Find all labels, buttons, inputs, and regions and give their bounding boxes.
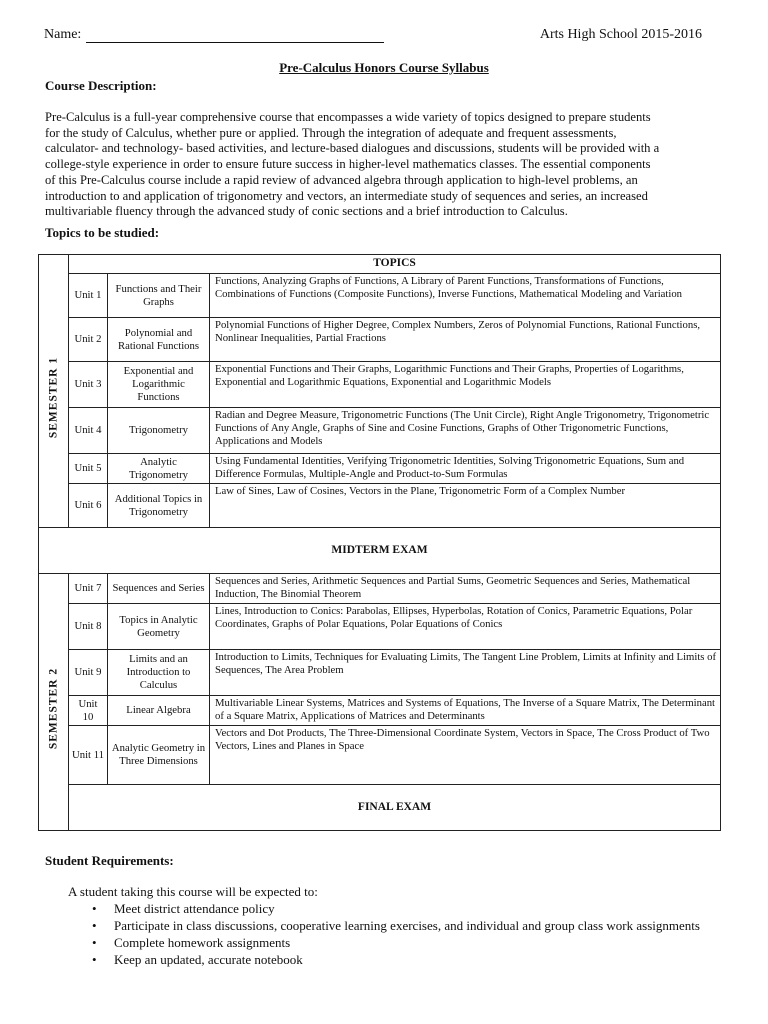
student-requirements-heading: Student Requirements: xyxy=(45,853,174,868)
bullet-icon: • xyxy=(92,952,97,967)
unit-cell: Unit 8 xyxy=(69,604,108,650)
name-blank-line xyxy=(86,42,384,43)
table-row xyxy=(39,454,721,484)
description-line: multivariable fluency through the advanced study of conic sections and a brief introduction to Calculus. xyxy=(45,204,568,219)
table-row xyxy=(39,650,721,696)
unit-cell: Unit 3 xyxy=(69,362,108,408)
content-cell: Vectors and Dot Products, The Three-Dimensional Coordinate System, Vectors in Space, The Cross Product of Two Vectors, Lines and Planes in Space xyxy=(210,726,721,785)
unit-cell: Unit 10 xyxy=(69,696,108,726)
description-line: college-style experience in order to ensure future success in higher-level mathematics classes. The essential components xyxy=(45,157,651,172)
content-cell: Introduction to Limits, Techniques for Evaluating Limits, The Tangent Line Problem, Limits at Infinity and Limits of Sequences, The Area Problem xyxy=(210,650,721,696)
list-item xyxy=(92,951,732,968)
content-cell: Functions, Analyzing Graphs of Functions, A Library of Parent Functions, Transformations of Functions, Combinations of Functions (Composite Functions), Inverse Functions, Mathematical Modeling and Variation xyxy=(210,274,721,318)
topic-cell: Linear Algebra xyxy=(108,696,210,726)
topic-cell: Functions and Their Graphs xyxy=(108,274,210,318)
table-row xyxy=(39,318,721,362)
description-line: Pre-Calculus is a full-year comprehensive course that encompasses a wide variety of topics designed to prepare students xyxy=(45,110,651,124)
topic-cell: Sequences and Series xyxy=(108,574,210,604)
unit-cell: Unit 11 xyxy=(69,726,108,785)
bullet-icon: • xyxy=(92,935,97,950)
table-row xyxy=(39,574,721,604)
list-item-text: Meet district attendance policy xyxy=(114,901,275,916)
requirements-list xyxy=(68,900,732,968)
unit-cell: Unit 6 xyxy=(69,484,108,528)
unit-cell: Unit 5 xyxy=(69,454,108,484)
topic-cell: Limits and an Introduction to Calculus xyxy=(108,650,210,696)
school-year: Arts High School 2015-2016 xyxy=(539,27,702,42)
topics-header: TOPICS xyxy=(69,255,721,274)
topic-cell: Analytic Trigonometry xyxy=(108,454,210,484)
content-cell: Polynomial Functions of Higher Degree, Complex Numbers, Zeros of Polynomial Functions, Rational Functions, Nonlinear Inequalities, Partial Fractions xyxy=(210,318,721,362)
midterm-exam-row: MIDTERM EXAM xyxy=(39,528,721,574)
course-description-heading: Course Description: xyxy=(45,78,157,93)
topic-cell: Analytic Geometry in Three Dimensions xyxy=(108,726,210,785)
bullet-icon: • xyxy=(92,901,97,916)
list-item-text: Complete homework assignments xyxy=(114,935,291,950)
topic-cell: Polynomial and Rational Functions xyxy=(108,318,210,362)
topic-cell: Topics in Analytic Geometry xyxy=(108,604,210,650)
list-item xyxy=(92,917,732,934)
semester-2-label: SEMESTER 2 xyxy=(47,667,59,750)
page-title: Pre-Calculus Honors Course Syllabus xyxy=(279,60,489,75)
requirements-intro: A student taking this course will be expected to: xyxy=(68,884,318,899)
unit-cell: Unit 2 xyxy=(69,318,108,362)
table-row xyxy=(39,484,721,528)
unit-cell: Unit 1 xyxy=(69,274,108,318)
content-cell: Lines, Introduction to Conics: Parabolas, Ellipses, Hyperbolas, Rotation of Conics, Parametric Equations, Polar Coordinates, Graphs of Polar Equations, Polar Equations of Conics xyxy=(210,604,721,650)
semester-1-label: SEMESTER 1 xyxy=(47,356,59,439)
list-item xyxy=(92,934,732,951)
content-cell: Law of Sines, Law of Cosines, Vectors in the Plane, Trigonometric Form of a Complex Number xyxy=(210,484,721,528)
topics-heading: Topics to be studied: xyxy=(45,225,160,240)
table-row xyxy=(39,362,721,408)
name-label: Name: xyxy=(44,27,82,42)
content-cell: Multivariable Linear Systems, Matrices and Systems of Equations, The Inverse of a Square Matrix, The Determinant of a Square Matrix, Applications of Matrices and Determinants xyxy=(210,696,721,726)
description-line: introduction to and application of trigonometry and vectors, an intermediate study of sequences and series, an increased xyxy=(45,188,648,203)
table-row xyxy=(39,408,721,454)
topic-cell: Additional Topics in Trigonometry xyxy=(108,484,210,528)
table-row xyxy=(39,604,721,650)
unit-cell: Unit 4 xyxy=(69,408,108,454)
list-item-text: Participate in class discussions, cooperative learning exercises, and individual and group class work assignments xyxy=(114,918,700,933)
header-line xyxy=(44,27,704,45)
topic-cell: Trigonometry xyxy=(108,408,210,454)
content-cell: Exponential Functions and Their Graphs, Logarithmic Functions and Their Graphs, Properties of Logarithms, Exponential and Logarithmic Equations, Exponential and Logarithmic Models xyxy=(210,362,721,408)
table-row xyxy=(39,696,721,726)
semester-1-label-cell xyxy=(39,255,69,528)
list-item xyxy=(92,900,732,917)
list-item-text: Keep an updated, accurate notebook xyxy=(114,952,303,967)
unit-cell: Unit 9 xyxy=(69,650,108,696)
topic-cell: Exponential and Logarithmic Functions xyxy=(108,362,210,408)
unit-cell: Unit 7 xyxy=(69,574,108,604)
content-cell: Sequences and Series, Arithmetic Sequences and Partial Sums, Geometric Sequences and Series, Mathematical Induction, The Binomial Theorem xyxy=(210,574,721,604)
bullet-icon: • xyxy=(92,918,97,933)
description-line: for the study of Calculus, whether pure or applied. Through the integration of adequate and frequent assessments, xyxy=(45,125,617,140)
description-line: calculator- and technology- based activities, and lecture-based dialogues and discussions, students will be provided with a xyxy=(45,141,660,156)
semester-2-label-cell xyxy=(39,574,69,831)
content-cell: Using Fundamental Identities, Verifying Trigonometric Identities, Solving Trigonometric Equations, Sum and Difference Formulas, Multiple-Angle and Product-to-Sum Formulas xyxy=(210,454,721,484)
course-description-text xyxy=(45,110,725,220)
table-row xyxy=(39,726,721,785)
description-line: of this Pre-Calculus course include a rapid review of advanced algebra through application to high-level problems, an xyxy=(45,172,638,187)
content-cell: Radian and Degree Measure, Trigonometric Functions (The Unit Circle), Right Angle Trigonometry, Trigonometric Functions of Any Angle, Graphs of Sine and Cosine Functions, Graphs of Other Trigonometric Functions, Applications and Models xyxy=(210,408,721,454)
topics-table xyxy=(38,254,721,831)
final-exam-row: FINAL EXAM xyxy=(69,785,721,831)
table-row xyxy=(39,274,721,318)
